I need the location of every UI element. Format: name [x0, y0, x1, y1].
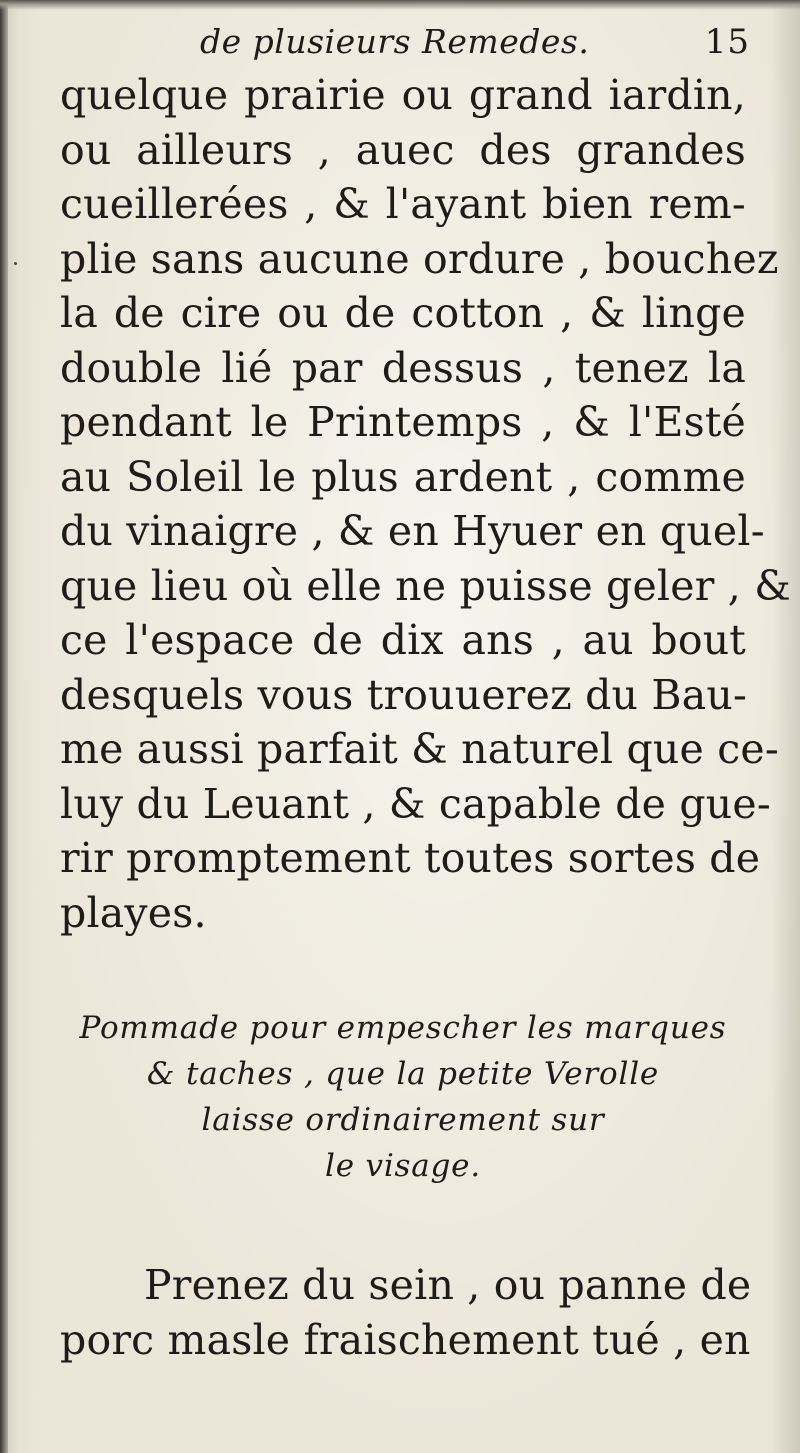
- ink-speck: [14, 262, 17, 265]
- body-paragraph: [60, 68, 791, 940]
- text-line: pendant le Printemps , & l'Esté: [60, 398, 746, 446]
- title-line: & taches , que la petite Verolle: [146, 1056, 660, 1092]
- text-line: la de cire ou de cotton , & linge: [60, 289, 746, 337]
- text-line: au Soleil le plus ardent , comme: [60, 452, 746, 501]
- page-binding-edge: [0, 0, 8, 1453]
- text-line: que lieu où elle ne puisse geler , &: [60, 561, 791, 610]
- text-line: Prenez du sein , ou panne de: [144, 1261, 752, 1309]
- page-header: [60, 22, 750, 66]
- text-line: du vinaigre , & en Hyuer en quel-: [60, 507, 765, 555]
- text-line: playes.: [60, 888, 207, 937]
- text-line: luy du Leuant , & capable de gue-: [60, 779, 771, 828]
- recipe-paragraph: [60, 1258, 752, 1367]
- title-line: laisse ordinairement sur: [201, 1102, 605, 1138]
- text-line: ce l'espace de dix ans , au bout: [60, 616, 746, 664]
- section-title: [60, 1005, 746, 1189]
- page-number: 15: [704, 22, 750, 62]
- text-line: double lié par dessus , tenez la: [60, 343, 746, 392]
- title-line: Pommade pour empescher les marques: [79, 1010, 727, 1046]
- running-head: de plusieurs Remedes.: [200, 22, 590, 61]
- text-line: rir promptement toutes sortes de: [60, 834, 761, 882]
- text-line: ou ailleurs , auec des grandes: [60, 125, 746, 174]
- text-line: plie sans aucune ordure , bouchez: [60, 234, 779, 283]
- text-line: cueillerées , & l'ayant bien rem-: [60, 180, 746, 228]
- page-top-edge: [0, 0, 800, 10]
- text-line: quelque prairie ou grand iardin,: [60, 71, 746, 119]
- text-line: porc masle fraischement tué , en: [60, 1315, 751, 1364]
- text-line: desquels vous trouuerez du Bau-: [60, 670, 748, 719]
- title-line: le visage.: [325, 1148, 481, 1184]
- text-line: me aussi parfait & naturel que ce-: [60, 725, 779, 773]
